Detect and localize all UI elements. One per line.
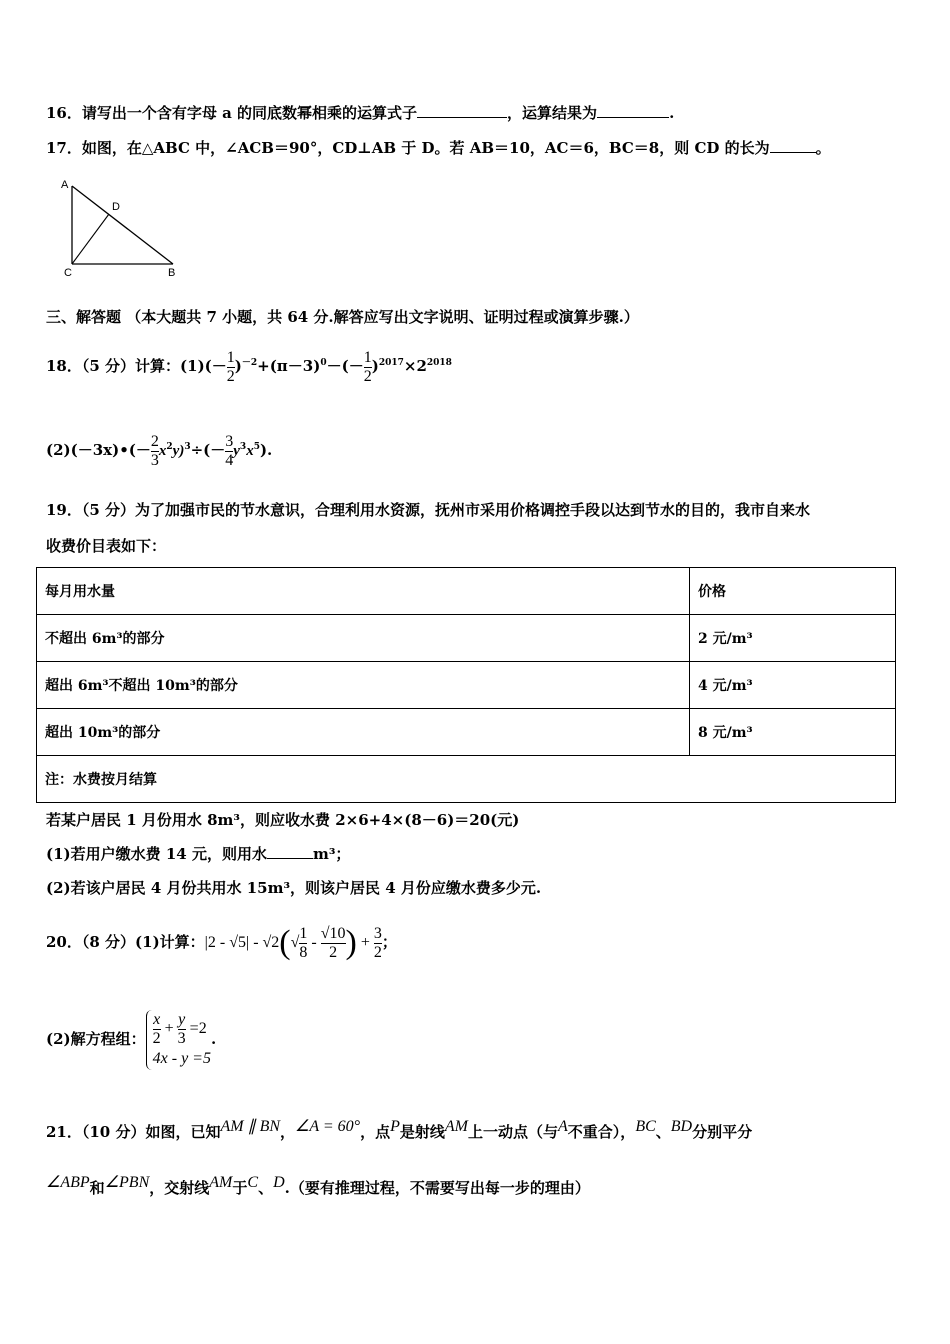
q18-part2-f: x	[246, 443, 254, 459]
q17-text: 17．如图，在△ABC 中，∠ACB＝90°，CD⊥AB 于 D。若 AB＝10，AC＝6，BC＝8，则 CD 的长为	[46, 139, 770, 157]
question-19-line-2: 收费价目表如下：	[46, 537, 167, 555]
table-cell: 4 元/m³	[690, 662, 896, 709]
q20-period: .	[210, 1030, 217, 1048]
water-price-table	[36, 567, 896, 803]
q18-exp3: 2017	[378, 358, 404, 368]
question-16	[46, 103, 674, 123]
q20-frac-1: $\frac{1}{8}$	[299, 924, 308, 961]
triangle-figure	[58, 176, 188, 280]
question-21-line-1: 21．（10 分）如图，已知AM ∥ BN，∠A = 60°，点P是射线AM上一动点（与A不重合），BC、BD分别平分	[46, 1118, 753, 1141]
question-20-part-1: 20．（8 分）(1)计算：|2 - √5| - √2(√ $\frac{1}{8}$ - $\frac{√10}{2}$ ) + $\frac{3}{2}$ ；	[46, 924, 397, 961]
q20-frac-2: $\frac{√10}{2}$	[320, 924, 346, 961]
table-cell: 超出 6m³不超出 10m³的部分	[37, 662, 690, 709]
q18-part2-c: y)	[172, 443, 185, 459]
question-19-line-1: 19．（5 分）为了加强市民的节水意识，合理利用水资源，抚州市采用价格调控手段以达到节水的目的，我市自来水	[46, 501, 811, 519]
q20-frac-3: $\frac{3}{2}$	[373, 924, 382, 961]
table-header-row	[37, 568, 896, 615]
math-am-parallel-bn: AM ∥ BN	[220, 1118, 281, 1135]
eq1-rhs: =2	[189, 1020, 207, 1037]
q16-blank-2[interactable]	[597, 103, 669, 118]
table-header-usage: 每月用水量	[37, 568, 690, 615]
q16-blank-1[interactable]	[417, 103, 507, 118]
label-d: D	[112, 201, 120, 213]
table-cell: 8 元/m³	[690, 709, 896, 756]
table-cell: 2 元/m³	[690, 615, 896, 662]
q18-part2-a: (2)(－3x)•(－	[46, 441, 151, 459]
q18-part2-b: x	[158, 443, 167, 459]
q17-blank[interactable]	[770, 138, 816, 153]
q19-example: 若某户居民 1 月份用水 8m³，则应收水费 2×6+4×(8－6)＝20(元)	[46, 811, 520, 829]
q18-part2-d: ÷(－	[190, 441, 226, 459]
q18-label: 18．（5 分）计算：(1)(－	[46, 357, 227, 375]
segment-cd	[72, 214, 109, 264]
table-row	[37, 662, 896, 709]
question-17	[46, 138, 831, 158]
q20-end: ；	[381, 933, 397, 951]
q18-p3: －(－	[326, 357, 364, 375]
table-header-price: 价格	[690, 568, 896, 615]
label-b: B	[168, 267, 176, 279]
table-cell: 超出 10m³的部分	[37, 709, 690, 756]
q18-p5: ×2	[403, 357, 427, 375]
q18-p1: )	[234, 357, 242, 375]
q18-part2-e: y	[233, 443, 240, 459]
question-21-line-2: ∠ABP和∠PBN，交射线AM于C、D.（要有推理过程，不需要写出每一步的理由）	[46, 1174, 590, 1197]
q19-blank[interactable]	[267, 844, 313, 859]
q18-part2-g: ).	[259, 441, 273, 459]
q18-exp1: －2	[241, 358, 258, 368]
table-row	[37, 615, 896, 662]
section-3-heading: 三、解答题 （本大题共 7 小题，共 64 分.解答应写出文字说明、证明过程或演算步骤.）	[46, 308, 639, 326]
q16-text: 16．请写出一个含有字母 a 的同底数幂相乘的运算式子	[46, 104, 418, 122]
q18-frac-1: $\frac{1}{2}$	[226, 348, 235, 385]
q19-sub1-a: (1)若用户缴水费 14 元，则用水	[46, 845, 267, 863]
q18-p2: +(π－3)	[257, 357, 321, 375]
label-c: C	[64, 267, 72, 279]
question-18-part-2: (2)(－3x)•(－ $\frac{2}{3}$ $x^2y)^3\div(-$ $\frac{3}{4}$ $y^3x^5$).	[46, 432, 273, 469]
side-ab	[72, 186, 173, 264]
q18-frac-2: $\frac{1}{2}$	[363, 348, 372, 385]
q20-open-paren: (	[279, 924, 291, 961]
q19-sub-2: (2)若该户居民 4 月份共用水 15m³，则该户居民 4 月份应缴水费多少元.	[46, 879, 542, 897]
math-angle-a: ∠A = 60°	[295, 1118, 361, 1135]
table-note-row	[37, 756, 896, 803]
q16-end: .	[669, 104, 675, 122]
q19-sub-1	[46, 844, 350, 864]
q20-label: 20．（8 分）(1)计算：	[46, 933, 205, 951]
table-row	[37, 709, 896, 756]
question-20-part-2	[46, 1000, 216, 1078]
table-note: 注：水费按月结算	[37, 756, 896, 803]
label-a: A	[61, 179, 69, 191]
q17-end: 。	[815, 139, 831, 157]
q16-mid: ，运算结果为	[507, 104, 598, 122]
q18-exp2: 0	[320, 358, 327, 368]
q18-frac-3: $\frac{2}{3}$	[150, 432, 159, 469]
q18-p4: )	[371, 357, 379, 375]
q19-sub1-b: m³；	[312, 845, 351, 863]
question-18-part-1	[46, 340, 452, 389]
q20-close-paren: )	[345, 924, 357, 961]
q20-expr-a: |2 - √5| - √2	[204, 934, 280, 951]
q18-frac-4: $\frac{3}{4}$	[225, 432, 234, 469]
equation-system: $\frac{x}{2}$ + $\frac{y}{3}$ =2 4x - y =5	[146, 1010, 211, 1070]
eq2: 4x - y =5	[152, 1050, 211, 1067]
table-cell: 不超出 6m³的部分	[37, 615, 690, 662]
q18-exp4: 2018	[426, 358, 452, 368]
q20-part2: (2)解方程组：	[46, 1030, 146, 1048]
